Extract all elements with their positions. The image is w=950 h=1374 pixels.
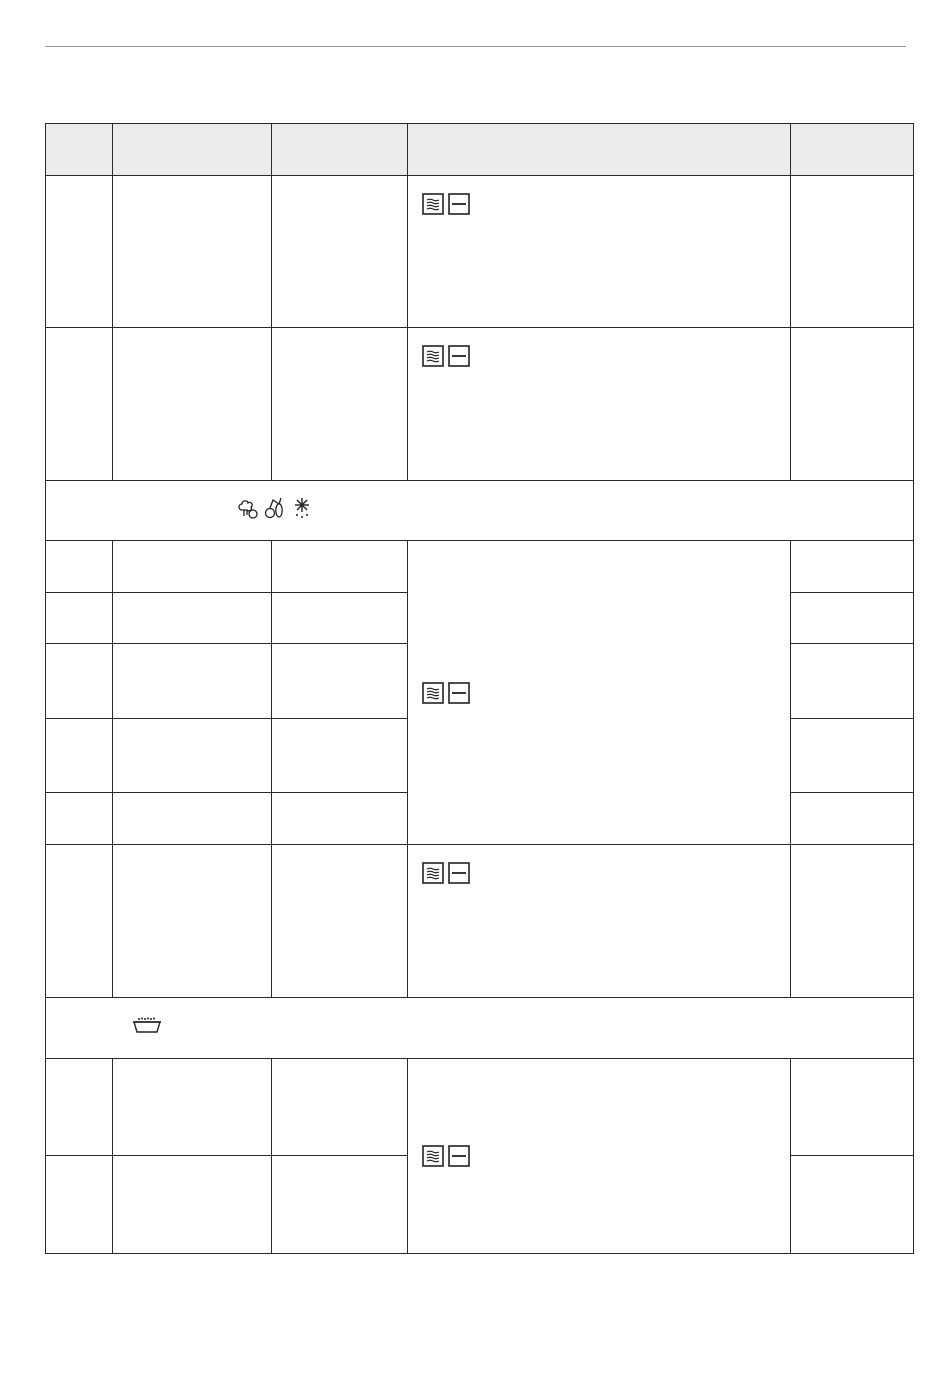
table-cell [272,593,408,644]
table-cell [46,1059,113,1156]
table-cell [46,593,113,644]
table-header-row [46,124,914,176]
bottom-heat-icon [448,345,470,367]
table-cell [46,1156,113,1254]
table-row [46,541,914,593]
table-row [46,1059,914,1156]
table-cell [272,328,408,481]
table-cell [791,328,914,481]
section-icon-group [236,496,314,520]
section-header-cell [46,998,914,1059]
program-table [45,123,914,1254]
table-cell [791,845,914,998]
microwave-icon [422,345,444,367]
table-cell [791,1156,914,1254]
fruit-icon [263,496,287,520]
table-cell [46,845,113,998]
mode-cell [408,176,791,328]
section-header-cell [46,481,914,541]
baking-dish-icon [132,1016,162,1034]
header-cell-2 [113,124,272,176]
table-cell [791,541,914,593]
table-row [46,176,914,328]
section-row [46,481,914,541]
table-cell [113,793,272,845]
vegetables-icon [236,496,260,520]
table-cell [113,328,272,481]
table-cell [46,328,113,481]
bottom-heat-icon [448,862,470,884]
table-cell [791,1059,914,1156]
header-rule [45,46,906,47]
table-cell [46,644,113,719]
table-cell [46,176,113,328]
table-cell [113,644,272,719]
table-cell [113,593,272,644]
table-cell [272,845,408,998]
table-cell [272,176,408,328]
microwave-icon [422,862,444,884]
table-cell [272,644,408,719]
table-cell [46,541,113,593]
header-cell-1 [46,124,113,176]
table-cell [113,1156,272,1254]
header-cell-3 [272,124,408,176]
mode-cell [408,1059,791,1254]
table-cell [272,719,408,793]
microwave-icon [422,682,444,704]
table-cell [113,1059,272,1156]
bottom-heat-icon [448,682,470,704]
bottom-heat-icon [448,193,470,215]
table-cell [791,719,914,793]
table-cell [272,793,408,845]
table-cell [113,541,272,593]
bottom-heat-icon [448,1145,470,1167]
table-cell [791,176,914,328]
table-cell [113,176,272,328]
table-cell [791,644,914,719]
mode-cell [408,541,791,845]
table-cell [113,719,272,793]
table-row [46,328,914,481]
header-cell-5 [791,124,914,176]
table-cell [46,719,113,793]
header-cell-4 [408,124,791,176]
mode-cell [408,845,791,998]
microwave-icon [422,1145,444,1167]
table-cell [272,1156,408,1254]
table-row [46,845,914,998]
table-cell [791,793,914,845]
table-cell [272,1059,408,1156]
microwave-icon [422,193,444,215]
table-cell [46,793,113,845]
defrost-icon [290,496,314,520]
section-icon-group [132,1016,162,1034]
table-cell [791,593,914,644]
table-cell [272,541,408,593]
mode-cell [408,328,791,481]
section-row [46,998,914,1059]
table-cell [113,845,272,998]
